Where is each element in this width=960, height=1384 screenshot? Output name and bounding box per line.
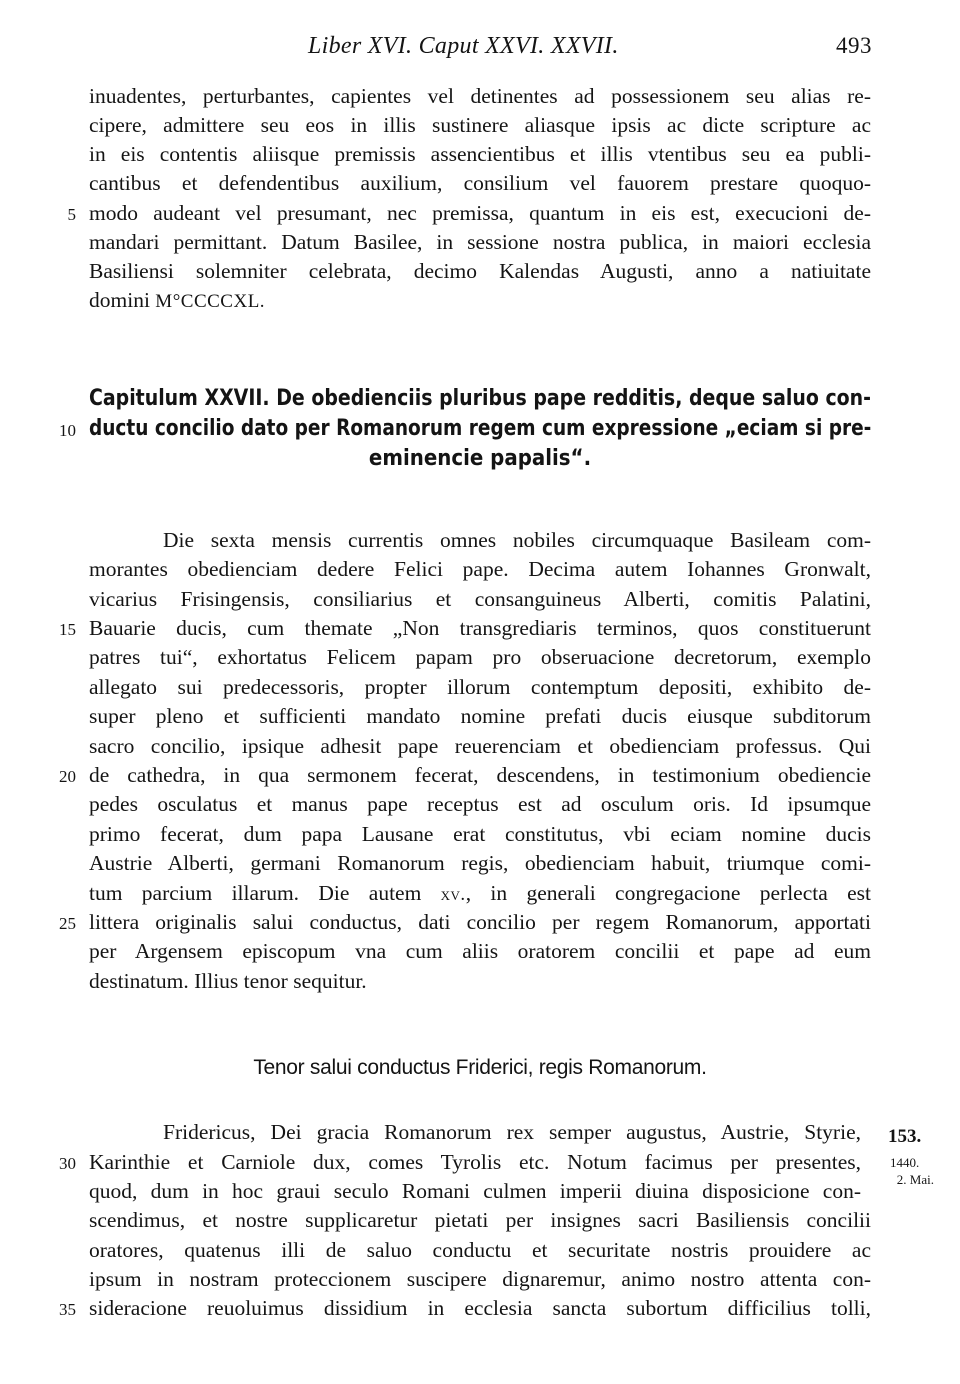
text-line [89,286,871,316]
text-fragment: domini [89,288,156,312]
line-number: 25 [59,914,76,933]
year-numeral: M°CCCCXL. [155,291,266,312]
text-line: per Argensem episcopum vna cum aliis oratorem concilii et pape ad eum [89,939,871,963]
margin-day: 2. Mai. [896,1172,934,1187]
running-title: Liber XVI. Caput XXVI. XXVII. [308,33,619,59]
text-line: Basiliensi solemniter celebrata, decimo Kalendas Augusti, anno a natiuitate [89,259,871,283]
line-number: 10 [59,421,76,440]
text-line: sideracione reuoluimus dissidium in ecclesia sancta subortum difficilius tolli, [89,1296,871,1320]
margin-year: 1440. [890,1155,920,1170]
text-line: destinatum. Illius tenor sequitur. [89,969,367,993]
text-line: inuadentes, perturbantes, capientes vel detinentes ad possessionem seu alias re- [89,84,871,108]
chapter-heading-line: Capitulum XXVII. De obedienciis pluribus pape redditis, deque saluo con- [89,386,872,411]
line-number: 15 [59,620,76,639]
text-line: pedes osculatus et manus pape receptus est ad osculum oris. Id ipsumque [89,792,871,816]
text-line: oratores, quatenus illi de saluo conductu et securitate nostris prouidere ac [89,1238,871,1262]
margin-date [890,1154,934,1188]
section-heading: Tenor salui conductus Friderici, regis Romanorum. [253,1056,707,1079]
text-line: de cathedra, in qua sermonem fecerat, descendens, in testimonium obediencie [89,763,871,787]
document-number: 153. [888,1126,922,1147]
text-line: ipsum in nostram proteccionem suscipere dignaremur, animo nostro attenta con- [89,1267,871,1291]
text-line: mandari permittant. Datum Basilee, in sessione nostra publica, in maiori ecclesia [89,230,871,254]
text-line: Fridericus, Dei gracia Romanorum rex semper augustus, Austrie, Styrie, [163,1120,861,1144]
day-numeral: xv. [440,884,466,905]
page-number: 493 [836,33,872,58]
text-line: super pleno et sufficienti mandato nomine prefati ducis eiusque subditorum [89,704,871,728]
text-line: Austrie Alberti, germani Romanorum regis, obedienciam habuit, triumque comi- [89,851,871,875]
text-line: morantes obedienciam dedere Felici pape. Decima autem Iohannes Gronwalt, [89,557,871,581]
text-line: Bauarie ducis, cum themate „Non transgrediaris terminos, quos constituerunt [89,616,871,640]
text-line: Die sexta mensis currentis omnes nobiles circumquaque Basileam com- [163,528,871,552]
text-line: primo fecerat, dum papa Lausane erat constitutus, vbi eciam nomine ducis [89,822,871,846]
text-line: sacro concilio, ipsique adhesit pape reuerenciam et obedienciam professus. Qui [89,734,871,758]
line-number: 5 [67,205,76,224]
line-number: 20 [59,767,76,786]
text-line: cantibus et defendentibus auxilium, consilium vel fauorem prestare quoquo- [89,171,871,195]
text-line: littera originalis salui conductus, dati concilio per regem Romanorum, apportati [89,910,871,934]
page-header [0,33,960,63]
text-fragment: tum parcium illarum. Die autem [89,881,441,905]
text-line: vicarius Frisingensis, consiliarius et consanguineus Alberti, comitis Palatini, [89,587,871,611]
text-line: modo audeant vel presumant, nec premissa, quantum in eis est, execucioni de- [89,201,871,225]
chapter-heading-line: eminencie papalis“. [368,446,592,471]
text-line: scendimus, et nostre supplicaretur pietati per insignes sacri Basiliensis concilii [89,1208,871,1232]
text-line: Karinthie et Carniole dux, comes Tyrolis etc. Notum facimus per presentes, [89,1150,861,1174]
text-line: quod, dum in hoc graui seculo Romani culmen imperii diuina disposicione con- [89,1179,861,1203]
line-number: 30 [59,1154,76,1173]
chapter-heading-line: ductu concilio dato per Romanorum regem cum expressione „eciam si pre- [89,416,872,441]
line-number: 35 [59,1300,76,1319]
text-line: allegato sui predecessoris, propter illorum contemptum depositi, exhibito de- [89,675,871,699]
text-fragment: , in generali congregacione perlecta est [465,881,871,905]
text-line: cipere, admittere seu eos in illis sustinere aliasque ipsis ac dicte scripture ac [89,113,871,137]
text-line: patres tui“, exhortatus Felicem papam pro obseruacione decretorum, exemplo [89,645,871,669]
text-line [89,879,871,909]
text-line: in eis contentis aliisque premissis assencientibus et illis vtentibus seu ea publi- [89,142,871,166]
